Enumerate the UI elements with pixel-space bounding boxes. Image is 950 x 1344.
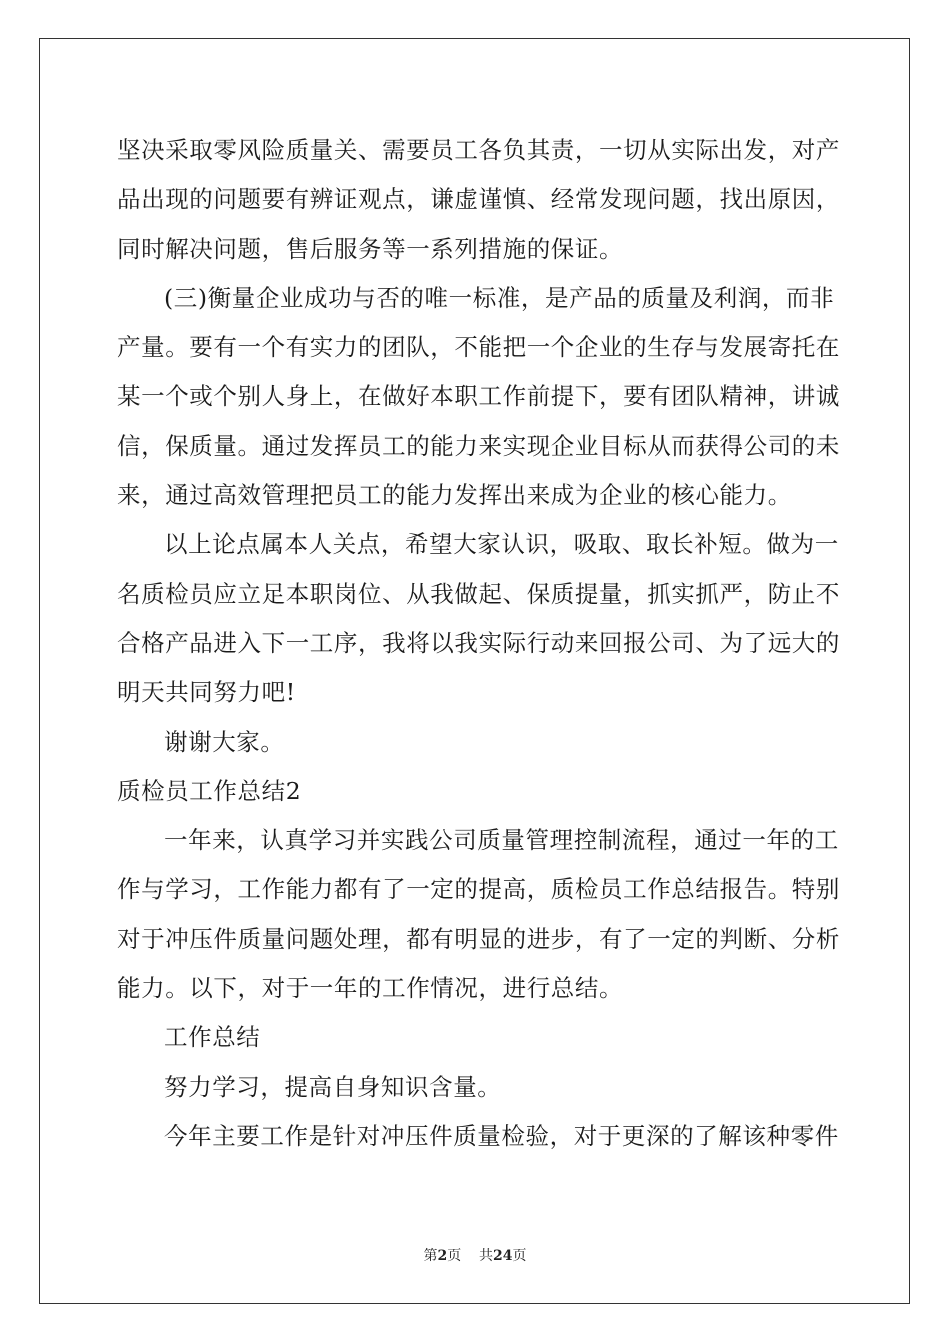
text-line: 信，保质量。通过发挥员工的能力来实现企业目标从而获得公司的未 — [117, 431, 840, 460]
paragraph-start-line: 谢谢大家。 — [164, 727, 285, 756]
section-title: 质检员工作总结2 — [117, 776, 302, 805]
total-prefix: 共 — [479, 1248, 494, 1264]
text-line: 同时解决问题，售后服务等一系列措施的保证。 — [117, 234, 624, 263]
paragraph-start-line: 今年主要工作是针对冲压件质量检验，对于更深的了解该种零件 — [164, 1121, 839, 1150]
subheading: 工作总结 — [164, 1023, 261, 1052]
page-suffix: 页 — [447, 1248, 462, 1264]
text-line: 明天共同努力吧! — [117, 678, 296, 707]
text-line: 能力。以下，对于一年的工作情况，进行总结。 — [117, 974, 624, 1003]
text-line: 某一个或个别人身上，在做好本职工作前提下，要有团队精神，讲诚 — [117, 382, 840, 411]
text-line: 对于冲压件质量问题处理，都有明显的进步，有了一定的判断、分析 — [117, 924, 840, 953]
paragraph-start-line: 以上论点属本人关点，希望大家认识，吸取、取长补短。做为一 — [164, 530, 839, 559]
total-suffix: 页 — [512, 1248, 527, 1264]
document-body — [117, 126, 840, 1161]
text-line: 合格产品进入下一工序，我将以我实际行动来回报公司、为了远大的 — [117, 628, 840, 657]
text-line: 品出现的问题要有辨证观点，谦虚谨慎、经常发现问题，找出原因， — [117, 185, 840, 214]
page-footer — [0, 1246, 950, 1266]
text-line: 作与学习，工作能力都有了一定的提高，质检员工作总结报告。特别 — [117, 875, 840, 904]
text-line: 名质检员应立足本职岗位、从我做起、保质提量，抓实抓严，防止不 — [117, 579, 840, 608]
total-pages: 24 — [493, 1248, 513, 1264]
paragraph-start-line: 一年来，认真学习并实践公司质量管理控制流程，通过一年的工 — [164, 826, 839, 855]
page-prefix: 第 — [423, 1248, 438, 1264]
text-line: 产量。要有一个有实力的团队，不能把一个企业的生存与发展寄托在 — [117, 333, 840, 362]
paragraph-start-line: 努力学习，提高自身知识含量。 — [164, 1072, 502, 1101]
page-number: 2 — [437, 1248, 448, 1264]
text-line: 坚决采取零风险质量关、需要员工各负其责，一切从实际出发，对产 — [117, 136, 840, 164]
paragraph-start-line: (三)衡量企业成功与否的唯一标准，是产品的质量及利润，而非 — [164, 283, 835, 312]
text-line: 来，通过高效管理把员工的能力发挥出来成为企业的核心能力。 — [117, 481, 792, 510]
